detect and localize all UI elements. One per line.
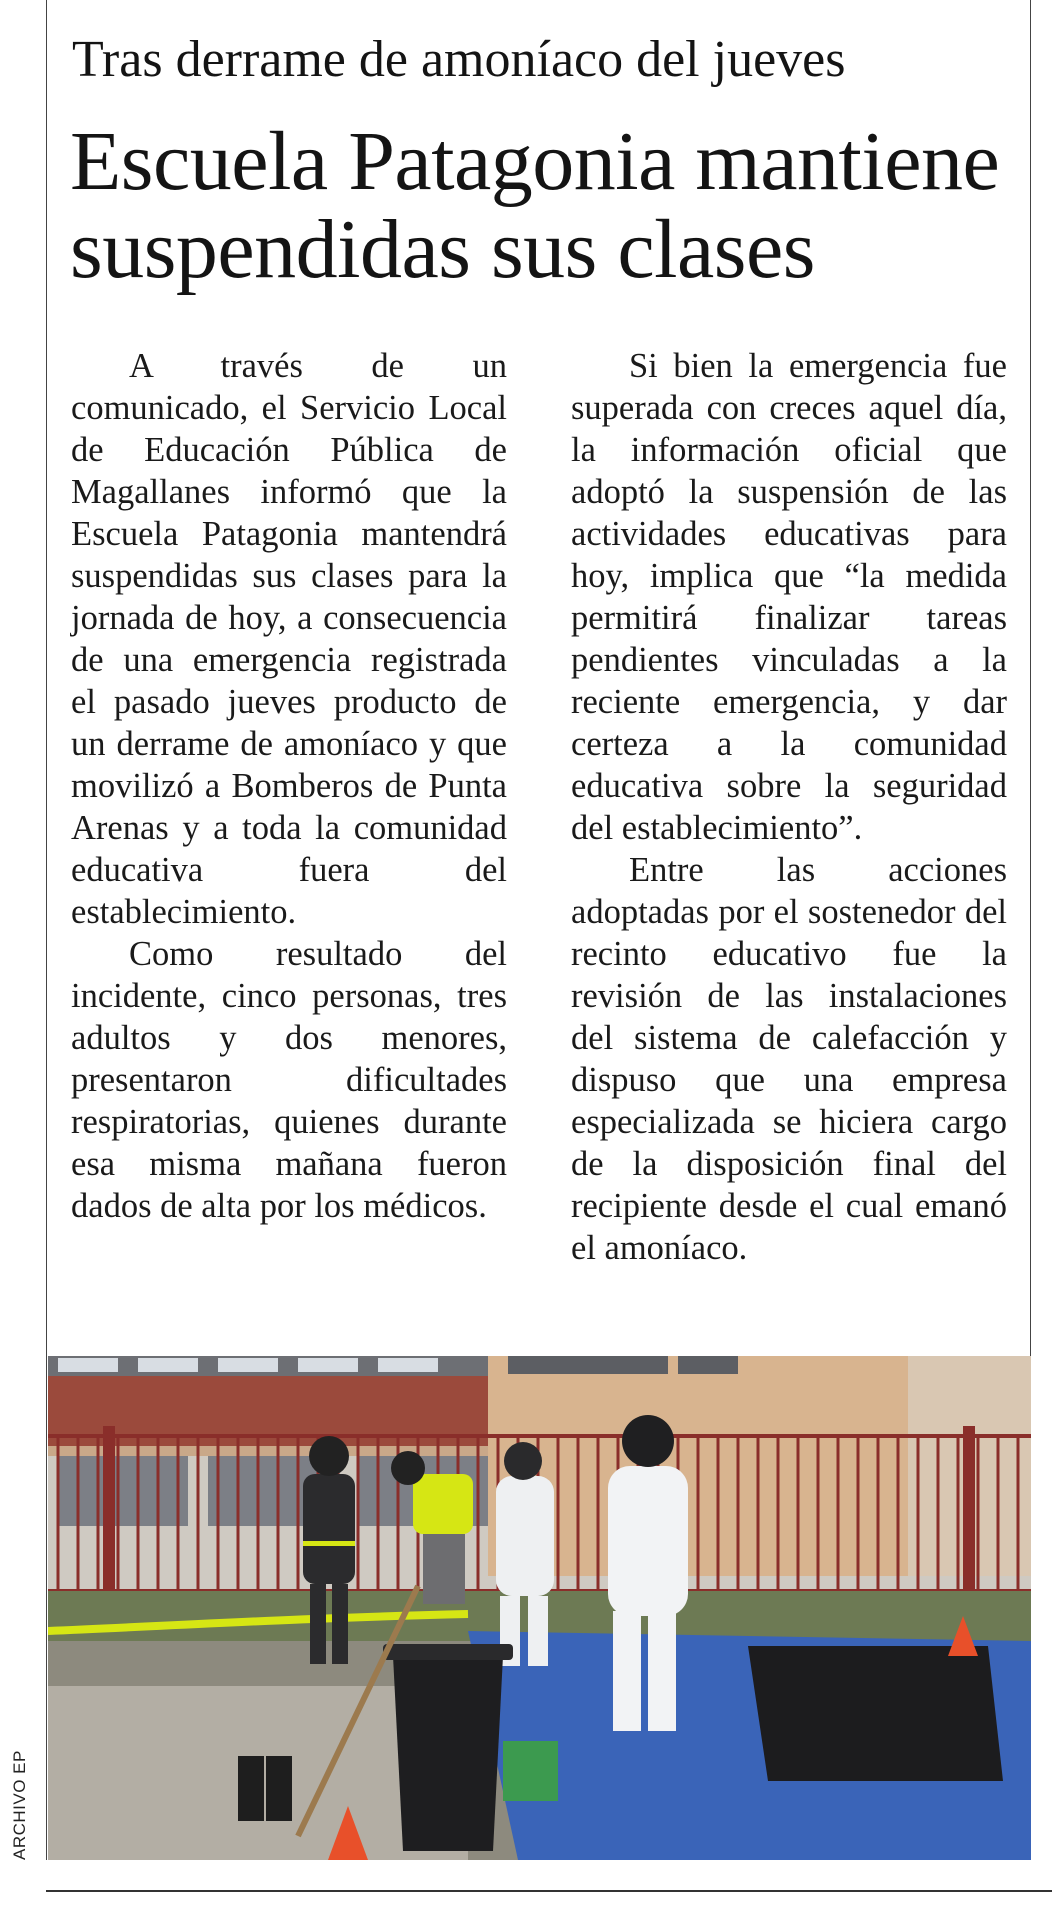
- article-photo: [48, 1356, 1031, 1860]
- article-kicker: Tras derrame de amoníaco del jueves: [72, 31, 846, 88]
- article-paragraph: Como resultado del incidente, cinco personas, tres adultos y dos menores, presentaron dificultades respiratorias, quienes durante esa misma mañana fueron dados de alta por los médicos.: [71, 935, 507, 1225]
- article-paragraph: A través de un comunicado, el Servicio Local de Educación Pública de Magallanes informó que la Escuela Patagonia mantendrá suspendidas sus clases para la jornada de hoy, a consecuencia de una emergencia registrada el pasado jueves producto de un derrame de amoníaco y que movilizó a Bomberos de Punta Arenas y a toda la comunidad educativa fuera del establecimiento.: [71, 347, 507, 931]
- photo-credit: ARCHIVO EP: [10, 1750, 29, 1860]
- article-paragraph: Si bien la emergencia fue superada con creces aquel día, la información oficial que adoptó la suspensión de las actividades educativas para hoy, implica que “la medida permitirá finalizar tareas pendientes vinculadas a la reciente emergencia, y dar certeza a la comunidad educativa sobre la seguridad del establecimiento”.: [571, 347, 1007, 847]
- article-column-left: [71, 345, 507, 1227]
- bottom-rule: [46, 1890, 1052, 1892]
- article-headline: Escuela Patagonia mantiene suspendidas sus clases: [70, 115, 1000, 296]
- article-paragraph: Entre las acciones adoptadas por el sostenedor del recinto educativo fue la revisión de las instalaciones del sistema de calefacción y dispuso que una empresa especializada se hiciera cargo de la disposición final del recipiente desde el cual emanó el amoníaco.: [571, 851, 1007, 1267]
- article-column-right: [571, 345, 1007, 1269]
